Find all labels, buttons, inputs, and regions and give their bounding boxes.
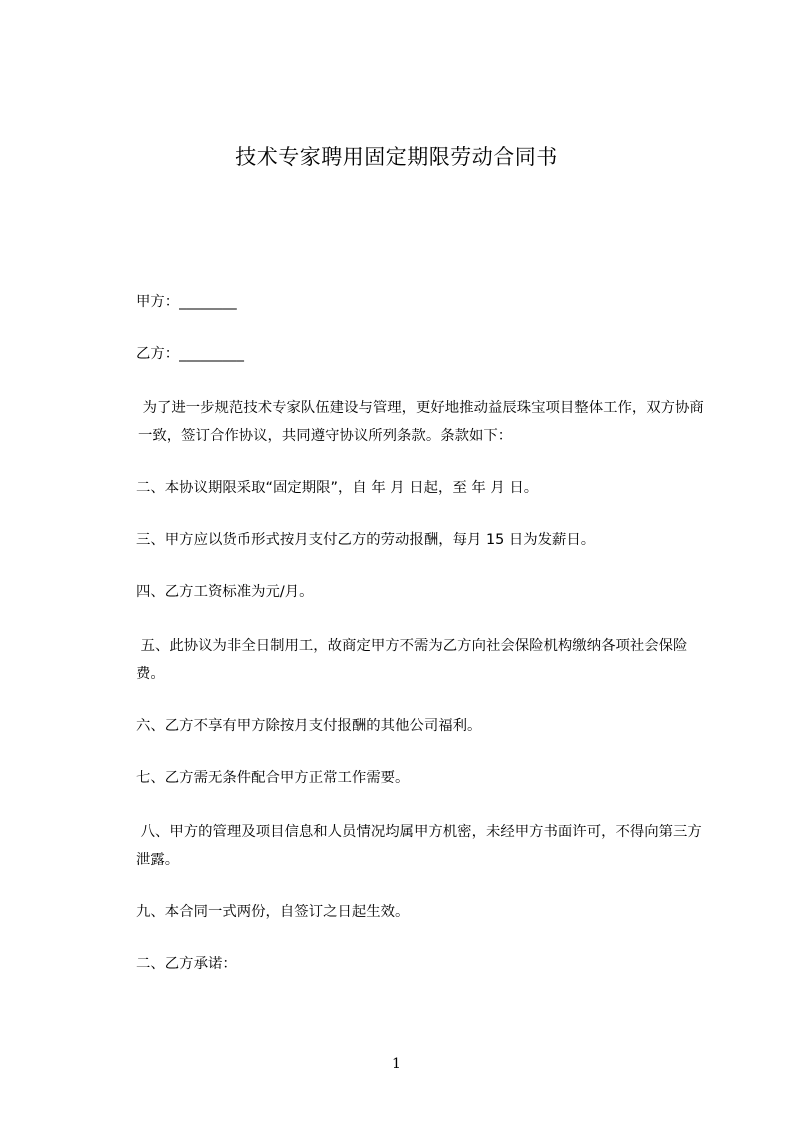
clause-8: 八、甲方的管理及项目信息和人员情况均属甲方机密，未经甲方书面许可，不得向第三方泄露。 (136, 824, 702, 868)
clause-5: 五、此协议为非全日制用工，故商定甲方不需为乙方向社会保险机构缴纳各项社会保险费。 (136, 638, 688, 682)
party-b-commitment-heading: 二、乙方承诺： (136, 956, 237, 972)
clause-3: 三、甲方应以货币形式按月支付乙方的劳动报酬，每月 15 日为发薪日。 (136, 532, 596, 548)
party-a-line: 甲方：________ (136, 294, 237, 310)
document-title: 技术专家聘用固定期限劳动合同书 (235, 145, 558, 169)
party-b-line: 乙方：_________ (136, 346, 244, 362)
clause-6: 六、乙方不享有甲方除按月支付报酬的其他公司福利。 (136, 718, 482, 734)
clause-2: 二、本协议期限采取“固定期限”，自 年 月 日起，至 年 月 日。 (136, 480, 539, 496)
intro-text: 为了进一步规范技术专家队伍建设与管理，更好地推动益辰珠宝项目整体工作，双方协商一致，签订合作协议，共同遵守协议所列条款。条款如下： (138, 400, 704, 444)
intro-paragraph (112, 394, 713, 450)
clause-4: 四、乙方工资标准为元/月。 (136, 584, 314, 600)
page-number: 1 (392, 1056, 401, 1072)
clause-7: 七、乙方需无条件配合甲方正常工作需要。 (136, 770, 410, 786)
clause-9: 九、本合同一式两份，自签订之日起生效。 (136, 904, 410, 920)
